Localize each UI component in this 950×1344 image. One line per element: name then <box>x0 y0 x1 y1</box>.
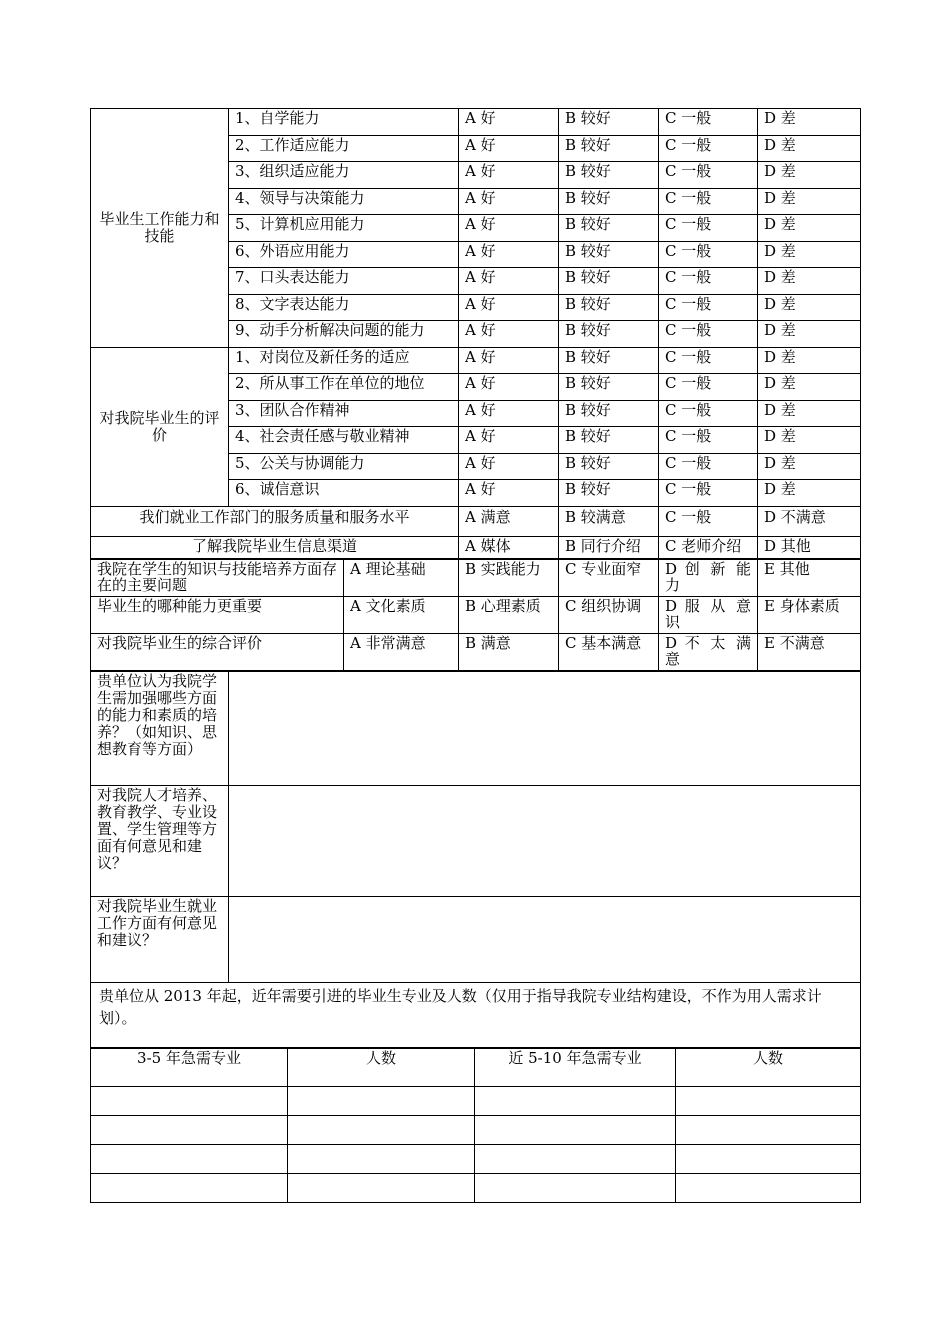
demand-cell[interactable] <box>475 1115 676 1144</box>
rating-option[interactable]: A 好 <box>459 162 559 189</box>
choice-option[interactable]: C 专业面窄 <box>559 559 659 596</box>
service-option[interactable]: B 较满意 <box>559 506 659 536</box>
rating-option[interactable]: C 一般 <box>659 480 758 507</box>
rating-option[interactable]: B 较好 <box>559 215 659 242</box>
demand-cell[interactable] <box>475 1144 676 1173</box>
rating-option[interactable]: A 好 <box>459 241 559 268</box>
item-label: 1、对岗位及新任务的适应 <box>229 347 459 374</box>
group-label: 毕业生工作能力和技能 <box>91 109 229 348</box>
demand-cell[interactable] <box>91 1144 288 1173</box>
rating-option[interactable]: D 差 <box>758 321 861 348</box>
choice-label: 毕业生的哪种能力更重要 <box>91 596 344 633</box>
choice-option[interactable]: E 其他 <box>758 559 861 596</box>
rating-option[interactable]: C 一般 <box>659 268 758 295</box>
item-label: 2、工作适应能力 <box>229 135 459 162</box>
channel-option[interactable]: D 其他 <box>758 536 861 558</box>
channel-option[interactable]: C 老师介绍 <box>659 536 758 558</box>
rating-row <box>91 109 861 136</box>
rating-option[interactable]: B 较好 <box>559 427 659 454</box>
demand-header: 人数 <box>288 1048 475 1086</box>
item-label: 6、诚信意识 <box>229 480 459 507</box>
rating-option[interactable]: D 差 <box>758 109 861 136</box>
item-label: 9、动手分析解决问题的能力 <box>229 321 459 348</box>
rating-option[interactable]: C 一般 <box>659 109 758 136</box>
item-label: 8、文字表达能力 <box>229 294 459 321</box>
demand-cell[interactable] <box>475 1086 676 1115</box>
rating-option[interactable]: A 好 <box>459 321 559 348</box>
survey-form <box>90 108 860 1203</box>
rating-option[interactable]: C 一般 <box>659 321 758 348</box>
demand-cell[interactable] <box>91 1173 288 1202</box>
rating-option[interactable]: D 差 <box>758 268 861 295</box>
question-answer-field[interactable] <box>229 896 861 982</box>
rating-option[interactable]: D 差 <box>758 162 861 189</box>
choice-option[interactable]: A 非常满意 <box>344 633 459 670</box>
rating-option[interactable]: A 好 <box>459 480 559 507</box>
rating-option[interactable]: C 一般 <box>659 135 758 162</box>
item-label: 4、领导与决策能力 <box>229 188 459 215</box>
choice-row <box>91 596 861 633</box>
question-answer-field[interactable] <box>229 671 861 785</box>
rating-option[interactable]: A 好 <box>459 268 559 295</box>
rating-option[interactable]: B 较好 <box>559 374 659 401</box>
rating-option[interactable]: B 较好 <box>559 135 659 162</box>
channel-row <box>91 536 861 558</box>
rating-option[interactable]: A 好 <box>459 453 559 480</box>
demand-cell[interactable] <box>676 1115 861 1144</box>
rating-option[interactable]: C 一般 <box>659 241 758 268</box>
rating-option[interactable]: D 差 <box>758 480 861 507</box>
item-label: 6、外语应用能力 <box>229 241 459 268</box>
rating-option[interactable]: B 较好 <box>559 188 659 215</box>
rating-option[interactable]: B 较好 <box>559 347 659 374</box>
open-questions-table <box>90 671 861 1048</box>
rating-option[interactable]: C 一般 <box>659 215 758 242</box>
rating-option[interactable]: C 一般 <box>659 427 758 454</box>
channel-option[interactable]: B 同行介绍 <box>559 536 659 558</box>
question-label: 对我院人才培养、教育教学、专业设置、学生管理等方面有何意见和建议？ <box>91 785 229 896</box>
rating-option[interactable]: B 较好 <box>559 268 659 295</box>
rating-option[interactable]: A 好 <box>459 215 559 242</box>
demand-cell[interactable] <box>288 1173 475 1202</box>
choice-option[interactable]: E 不满意 <box>758 633 861 670</box>
choice-option[interactable]: B 实践能力 <box>459 559 559 596</box>
rating-option[interactable]: A 好 <box>459 400 559 427</box>
rating-option[interactable]: B 较好 <box>559 109 659 136</box>
rating-option[interactable]: A 好 <box>459 427 559 454</box>
choice-option[interactable]: B 心理素质 <box>459 596 559 633</box>
rating-option[interactable]: A 好 <box>459 135 559 162</box>
choice-option[interactable]: C 组织协调 <box>559 596 659 633</box>
item-label: 3、组织适应能力 <box>229 162 459 189</box>
rating-option[interactable]: B 较好 <box>559 294 659 321</box>
item-label: 4、社会责任感与敬业精神 <box>229 427 459 454</box>
choice-row <box>91 633 861 670</box>
demand-cell[interactable] <box>475 1173 676 1202</box>
demand-header: 近 5-10 年急需专业 <box>475 1048 676 1086</box>
choice-option[interactable]: D 不 太 满 意 <box>659 633 758 670</box>
choice-row <box>91 559 861 596</box>
item-label: 1、自学能力 <box>229 109 459 136</box>
demand-cell[interactable] <box>91 1115 288 1144</box>
rating-option[interactable]: D 差 <box>758 347 861 374</box>
demand-header: 3-5 年急需专业 <box>91 1048 288 1086</box>
rating-option[interactable]: D 差 <box>758 215 861 242</box>
rating-option[interactable]: D 差 <box>758 241 861 268</box>
choice-option[interactable]: D 服 从 意 识 <box>659 596 758 633</box>
channel-option[interactable]: A 媒体 <box>459 536 559 558</box>
rating-option[interactable]: A 好 <box>459 294 559 321</box>
rating-option[interactable]: D 差 <box>758 135 861 162</box>
rating-option[interactable]: A 好 <box>459 188 559 215</box>
question-label: 对我院毕业生就业工作方面有何意见和建议？ <box>91 896 229 982</box>
rating-option[interactable]: C 一般 <box>659 453 758 480</box>
rating-row <box>91 347 861 374</box>
rating-option[interactable]: A 好 <box>459 109 559 136</box>
group-label: 对我院毕业生的评价 <box>91 347 229 506</box>
item-label: 7、口头表达能力 <box>229 268 459 295</box>
rating-option[interactable]: B 较好 <box>559 453 659 480</box>
item-label: 3、团队合作精神 <box>229 400 459 427</box>
service-label: 我们就业工作部门的服务质量和服务水平 <box>91 506 459 536</box>
choice-option[interactable]: B 满意 <box>459 633 559 670</box>
demand-note: 贵单位从 2013 年起，近年需要引进的毕业生专业及人数（仅用于指导我院专业结构建设，不作为用人需求计划）。 <box>91 982 861 1047</box>
rating-option[interactable]: D 差 <box>758 453 861 480</box>
choice-label: 对我院毕业生的综合评价 <box>91 633 344 670</box>
rating-option[interactable]: C 一般 <box>659 294 758 321</box>
rating-option[interactable]: D 差 <box>758 427 861 454</box>
rating-option[interactable]: C 一般 <box>659 188 758 215</box>
rating-option[interactable]: B 较好 <box>559 241 659 268</box>
choice-option[interactable]: C 基本满意 <box>559 633 659 670</box>
choice-table <box>90 559 861 671</box>
demand-cell[interactable] <box>288 1115 475 1144</box>
rating-option[interactable]: B 较好 <box>559 480 659 507</box>
choice-label: 我院在学生的知识与技能培养方面存在的主要问题 <box>91 559 344 596</box>
channel-label: 了解我院毕业生信息渠道 <box>91 536 459 558</box>
demand-cell[interactable] <box>676 1173 861 1202</box>
service-option[interactable]: D 不满意 <box>758 506 861 536</box>
choice-option[interactable]: A 理论基础 <box>344 559 459 596</box>
rating-option[interactable]: C 一般 <box>659 347 758 374</box>
demand-cell[interactable] <box>91 1086 288 1115</box>
demand-cell[interactable] <box>288 1144 475 1173</box>
choice-option[interactable]: D 创 新 能 力 <box>659 559 758 596</box>
rating-option[interactable]: A 好 <box>459 374 559 401</box>
demand-table <box>90 1048 861 1203</box>
service-row <box>91 506 861 536</box>
demand-cell[interactable] <box>676 1086 861 1115</box>
service-option[interactable]: C 一般 <box>659 506 758 536</box>
choice-option[interactable]: E 身体素质 <box>758 596 861 633</box>
rating-option[interactable]: C 一般 <box>659 400 758 427</box>
choice-option[interactable]: A 文化素质 <box>344 596 459 633</box>
rating-option[interactable]: D 差 <box>758 400 861 427</box>
rating-option[interactable]: D 差 <box>758 188 861 215</box>
question-answer-field[interactable] <box>229 785 861 896</box>
rating-option[interactable]: A 好 <box>459 347 559 374</box>
rating-option[interactable]: B 较好 <box>559 321 659 348</box>
rating-option[interactable]: C 一般 <box>659 162 758 189</box>
demand-cell[interactable] <box>288 1086 475 1115</box>
rating-option[interactable]: C 一般 <box>659 374 758 401</box>
demand-cell[interactable] <box>676 1144 861 1173</box>
rating-option[interactable]: B 较好 <box>559 400 659 427</box>
rating-option[interactable]: D 差 <box>758 374 861 401</box>
demand-header: 人数 <box>676 1048 861 1086</box>
service-option[interactable]: A 满意 <box>459 506 559 536</box>
rating-option[interactable]: D 差 <box>758 294 861 321</box>
item-label: 5、公关与协调能力 <box>229 453 459 480</box>
question-label: 贵单位认为我院学生需加强哪些方面的能力和素质的培养？（如知识、思想教育等方面） <box>91 671 229 785</box>
rating-table <box>90 108 861 559</box>
rating-option[interactable]: B 较好 <box>559 162 659 189</box>
item-label: 5、计算机应用能力 <box>229 215 459 242</box>
item-label: 2、所从事工作在单位的地位 <box>229 374 459 401</box>
